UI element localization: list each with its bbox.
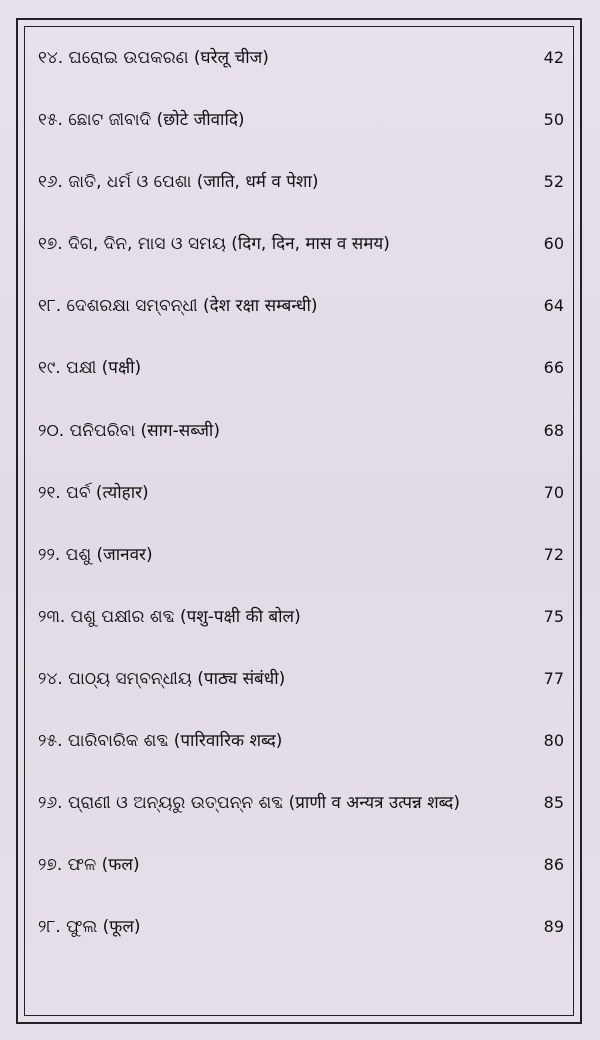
toc-entry [24, 170, 574, 232]
entry-page-number: 72 [543, 544, 564, 564]
entry-title: ୧୭. ଦିଗ, ଦିନ, ମାସ ଓ ସମୟ (दिग, दिन, मास व समय) [38, 234, 390, 255]
toc-entry [24, 543, 574, 605]
entry-title: ୨୬. ପ୍ରାଣୀ ଓ ଅନ୍ୟରୁ ଉତ୍ପନ୍ନ ଶବ୍ଦ (प्राणी व अन्यत्र उत्पन्न शब्द) [38, 793, 460, 814]
entry-title: ୨୫. ପାରିବାରିକ ଶବ୍ଦ (पारिवारिक शब्द) [38, 731, 283, 752]
entry-page-number: 85 [543, 793, 564, 813]
entry-title: ୨୭. ଫଳ (फल) [38, 855, 140, 876]
entry-page-number: 77 [543, 668, 564, 688]
entry-page-number: 68 [543, 420, 564, 440]
entry-title: ୨୮. ଫୁଲ (फूल) [38, 917, 141, 938]
entry-page-number: 64 [543, 296, 564, 316]
toc-entry [24, 232, 574, 294]
toc-entry [24, 419, 574, 481]
toc-entry [24, 605, 574, 667]
entry-title: ୨୨. ପଶୁ (जानवर) [38, 544, 153, 565]
entry-title: ୨୩. ପଶୁ ପକ୍ଷୀର ଶବ୍ଦ (पशु-पक्षी की बोल) [38, 606, 301, 627]
entry-page-number: 86 [543, 855, 564, 875]
entry-page-number: 52 [543, 172, 564, 192]
entry-page-number: 66 [543, 358, 564, 378]
entry-title: ୧୯. ପକ୍ଷୀ (पक्षी) [38, 358, 142, 379]
entry-page-number: 60 [543, 234, 564, 254]
toc-entry [24, 791, 574, 853]
toc-entry [24, 356, 574, 418]
table-of-contents [24, 46, 574, 977]
toc-entry [24, 108, 574, 170]
entry-title: ୧୮. ଦେଶରକ୍ଷା ସମ୍ବନ୍ଧୀ (देश रक्षा सम्बन्धी) [38, 296, 318, 317]
entry-page-number: 50 [543, 110, 564, 130]
entry-page-number: 70 [543, 482, 564, 502]
toc-entry [24, 481, 574, 543]
entry-page-number: 42 [543, 48, 564, 67]
toc-entry [24, 729, 574, 791]
entry-title: ୨୪. ପାଠ୍ୟ ସମ୍ବନ୍ଧୀୟ (पाठ्य संबंधी) [38, 668, 286, 689]
entry-title: ୧୫. ଛୋଟ ଜୀବାଦି (छोटे जीवादि) [38, 110, 245, 131]
toc-entry [24, 853, 574, 915]
entry-title: ୧୪. ଘରୋଇ ଉପକରଣ (घरेलू चीज) [38, 48, 269, 68]
entry-title: ୨୧. ପର୍ବ (त्योहार) [38, 482, 149, 503]
entry-page-number: 89 [543, 917, 564, 937]
entry-page-number: 80 [543, 731, 564, 751]
entry-title: ୨୦. ପନିପରିବା (साग-सब्जी) [38, 420, 220, 441]
entry-title: ୧୬. ଜାତି, ଧର୍ମ ଓ ପେଶା (जाति, धर्म व पेशा) [38, 172, 319, 193]
toc-entry [24, 915, 574, 977]
toc-entry [24, 294, 574, 356]
toc-entry [24, 667, 574, 729]
toc-entry [24, 46, 574, 108]
entry-page-number: 75 [543, 606, 564, 626]
